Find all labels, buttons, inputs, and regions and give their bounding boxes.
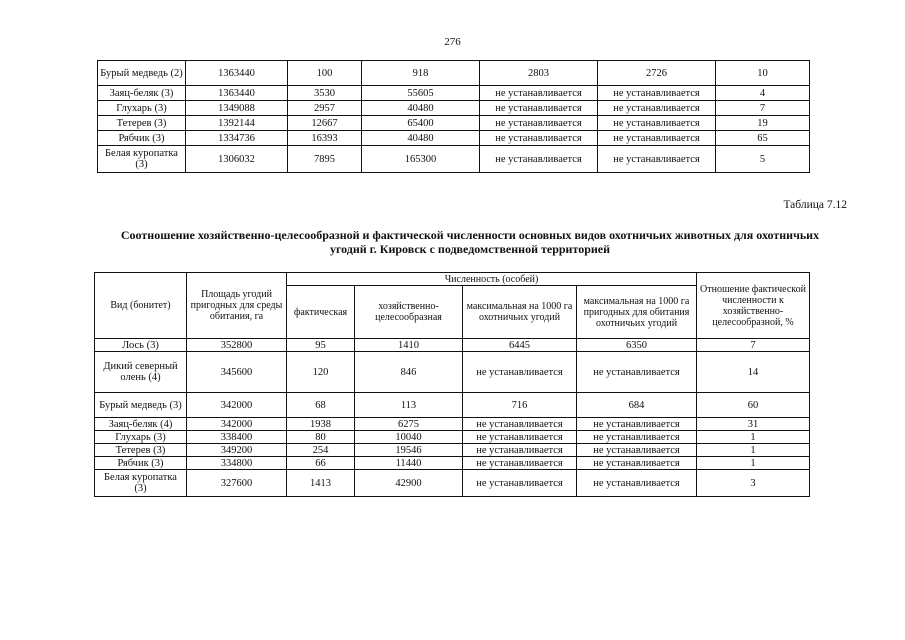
table-row: [98, 61, 810, 86]
species-cell: Белая куропатка (3): [98, 146, 186, 173]
table-cell: 19: [716, 116, 810, 131]
table-cell: 2726: [598, 61, 716, 86]
table-cell: 684: [577, 393, 697, 418]
table-cell: 10040: [355, 431, 463, 444]
table-cell: 1410: [355, 339, 463, 352]
table-cell: 349200: [187, 444, 287, 457]
table-row: [95, 352, 810, 393]
header-max-per-hunting: максимальная на 1000 га охотничьих угодий: [463, 286, 577, 339]
species-cell: Глухарь (3): [98, 101, 186, 116]
table-cell: 1: [697, 457, 810, 470]
table-cell: 3530: [288, 86, 362, 101]
table-cell: 120: [287, 352, 355, 393]
species-cell: Тетерев (3): [98, 116, 186, 131]
table-row: [98, 146, 810, 173]
table-cell: не устанавливается: [577, 457, 697, 470]
header-actual: фактическая: [287, 286, 355, 339]
table-cell: 165300: [362, 146, 480, 173]
header-species: Вид (бонитет): [95, 273, 187, 339]
species-cell: Заяц-беляк (3): [98, 86, 186, 101]
table-row: [98, 116, 810, 131]
table-cell: 10: [716, 61, 810, 86]
table-row: [95, 431, 810, 444]
table-row: [95, 418, 810, 431]
table-cell: 1349088: [186, 101, 288, 116]
table-cell: 352800: [187, 339, 287, 352]
table-cell: не устанавливается: [480, 146, 598, 173]
table-cell: 1392144: [186, 116, 288, 131]
table-cell: 6275: [355, 418, 463, 431]
table-cell: 40480: [362, 131, 480, 146]
table-caption: Таблица 7.12: [783, 199, 847, 211]
table-cell: 68: [287, 393, 355, 418]
table-cell: не устанавливается: [598, 131, 716, 146]
table-cell: 19546: [355, 444, 463, 457]
table-cell: 42900: [355, 470, 463, 497]
table-cell: 113: [355, 393, 463, 418]
table-cell: 60: [697, 393, 810, 418]
table-cell: не устанавливается: [480, 131, 598, 146]
species-cell: Лось (3): [95, 339, 187, 352]
table-cell: 334800: [187, 457, 287, 470]
table-cell: 3: [697, 470, 810, 497]
table-cell: не устанавливается: [463, 457, 577, 470]
table-cell: 2957: [288, 101, 362, 116]
table-row: [95, 393, 810, 418]
table-row: [95, 339, 810, 352]
page-number: 276: [444, 36, 461, 48]
table-cell: 327600: [187, 470, 287, 497]
species-cell: Дикий северный олень (4): [95, 352, 187, 393]
table-cell: 2803: [480, 61, 598, 86]
table-cell: 846: [355, 352, 463, 393]
table-cell: 6445: [463, 339, 577, 352]
table-cell: 65400: [362, 116, 480, 131]
table-cell: не устанавливается: [577, 431, 697, 444]
table-title: Соотношение хозяйственно-целесообразной и фактической численности основных видов охотничьих животных для охотничьих угодий г. Кировск с подведомственной территорией: [120, 228, 820, 256]
table-cell: не устанавливается: [577, 444, 697, 457]
table-cell: не устанавливается: [598, 86, 716, 101]
table-cell: 1334736: [186, 131, 288, 146]
table-cell: 1413: [287, 470, 355, 497]
table-cell: 11440: [355, 457, 463, 470]
table-cell: 7895: [288, 146, 362, 173]
header-max-per-habitat: максимальная на 1000 га пригодных для обитания охотничьих угодий: [577, 286, 697, 339]
table-cell: 342000: [187, 418, 287, 431]
table-cell: 254: [287, 444, 355, 457]
table-cell: 65: [716, 131, 810, 146]
table-cell: 918: [362, 61, 480, 86]
table-cell: 16393: [288, 131, 362, 146]
header-population: Численность (особей): [287, 273, 697, 286]
table-cell: не устанавливается: [463, 418, 577, 431]
table-cell: 342000: [187, 393, 287, 418]
table-row: [98, 86, 810, 101]
table-cell: 1363440: [186, 61, 288, 86]
table-cell: не устанавливается: [480, 116, 598, 131]
table-row: [95, 444, 810, 457]
table-cell: 1363440: [186, 86, 288, 101]
table-cell: 14: [697, 352, 810, 393]
table-cell: 716: [463, 393, 577, 418]
table-cell: 31: [697, 418, 810, 431]
table-cell: не устанавливается: [598, 146, 716, 173]
header-economic: хозяйственно-целесообразная: [355, 286, 463, 339]
population-ratio-table: [94, 272, 810, 497]
species-cell: Рябчик (3): [98, 131, 186, 146]
table-cell: не устанавливается: [598, 116, 716, 131]
species-cell: Бурый медведь (2): [98, 61, 186, 86]
species-cell: Тетерев (3): [95, 444, 187, 457]
table-cell: не устанавливается: [463, 444, 577, 457]
table-cell: не устанавливается: [577, 470, 697, 497]
header-area: Площадь угодий пригодных для среды обитания, га: [187, 273, 287, 339]
table-cell: 345600: [187, 352, 287, 393]
table-row: [98, 101, 810, 116]
table-cell: 1: [697, 444, 810, 457]
table-cell: 1938: [287, 418, 355, 431]
table-cell: 12667: [288, 116, 362, 131]
species-cell: Рябчик (3): [95, 457, 187, 470]
table-row: [98, 131, 810, 146]
species-cell: Белая куропатка (3): [95, 470, 187, 497]
table-cell: 66: [287, 457, 355, 470]
table-cell: не устанавливается: [463, 470, 577, 497]
table-cell: 100: [288, 61, 362, 86]
table-cell: 1306032: [186, 146, 288, 173]
table-cell: 338400: [187, 431, 287, 444]
population-table-continued: [97, 60, 810, 173]
species-cell: Заяц-беляк (4): [95, 418, 187, 431]
species-cell: Бурый медведь (3): [95, 393, 187, 418]
table-cell: 1: [697, 431, 810, 444]
table-cell: не устанавливается: [463, 352, 577, 393]
table-cell: 5: [716, 146, 810, 173]
table-cell: не устанавливается: [598, 101, 716, 116]
table-cell: не устанавливается: [480, 101, 598, 116]
table-row: [95, 457, 810, 470]
table-cell: 7: [716, 101, 810, 116]
header-ratio: Отношение фактической численности к хозяйственно-целесообразной, %: [697, 273, 810, 339]
table-row: [95, 470, 810, 497]
table-cell: 4: [716, 86, 810, 101]
table-cell: не устанавливается: [480, 86, 598, 101]
table-cell: 55605: [362, 86, 480, 101]
table-cell: 6350: [577, 339, 697, 352]
species-cell: Глухарь (3): [95, 431, 187, 444]
table-cell: не устанавливается: [577, 352, 697, 393]
table-cell: 40480: [362, 101, 480, 116]
table-cell: 95: [287, 339, 355, 352]
table-cell: не устанавливается: [577, 418, 697, 431]
table-cell: 80: [287, 431, 355, 444]
table-cell: 7: [697, 339, 810, 352]
table-cell: не устанавливается: [463, 431, 577, 444]
